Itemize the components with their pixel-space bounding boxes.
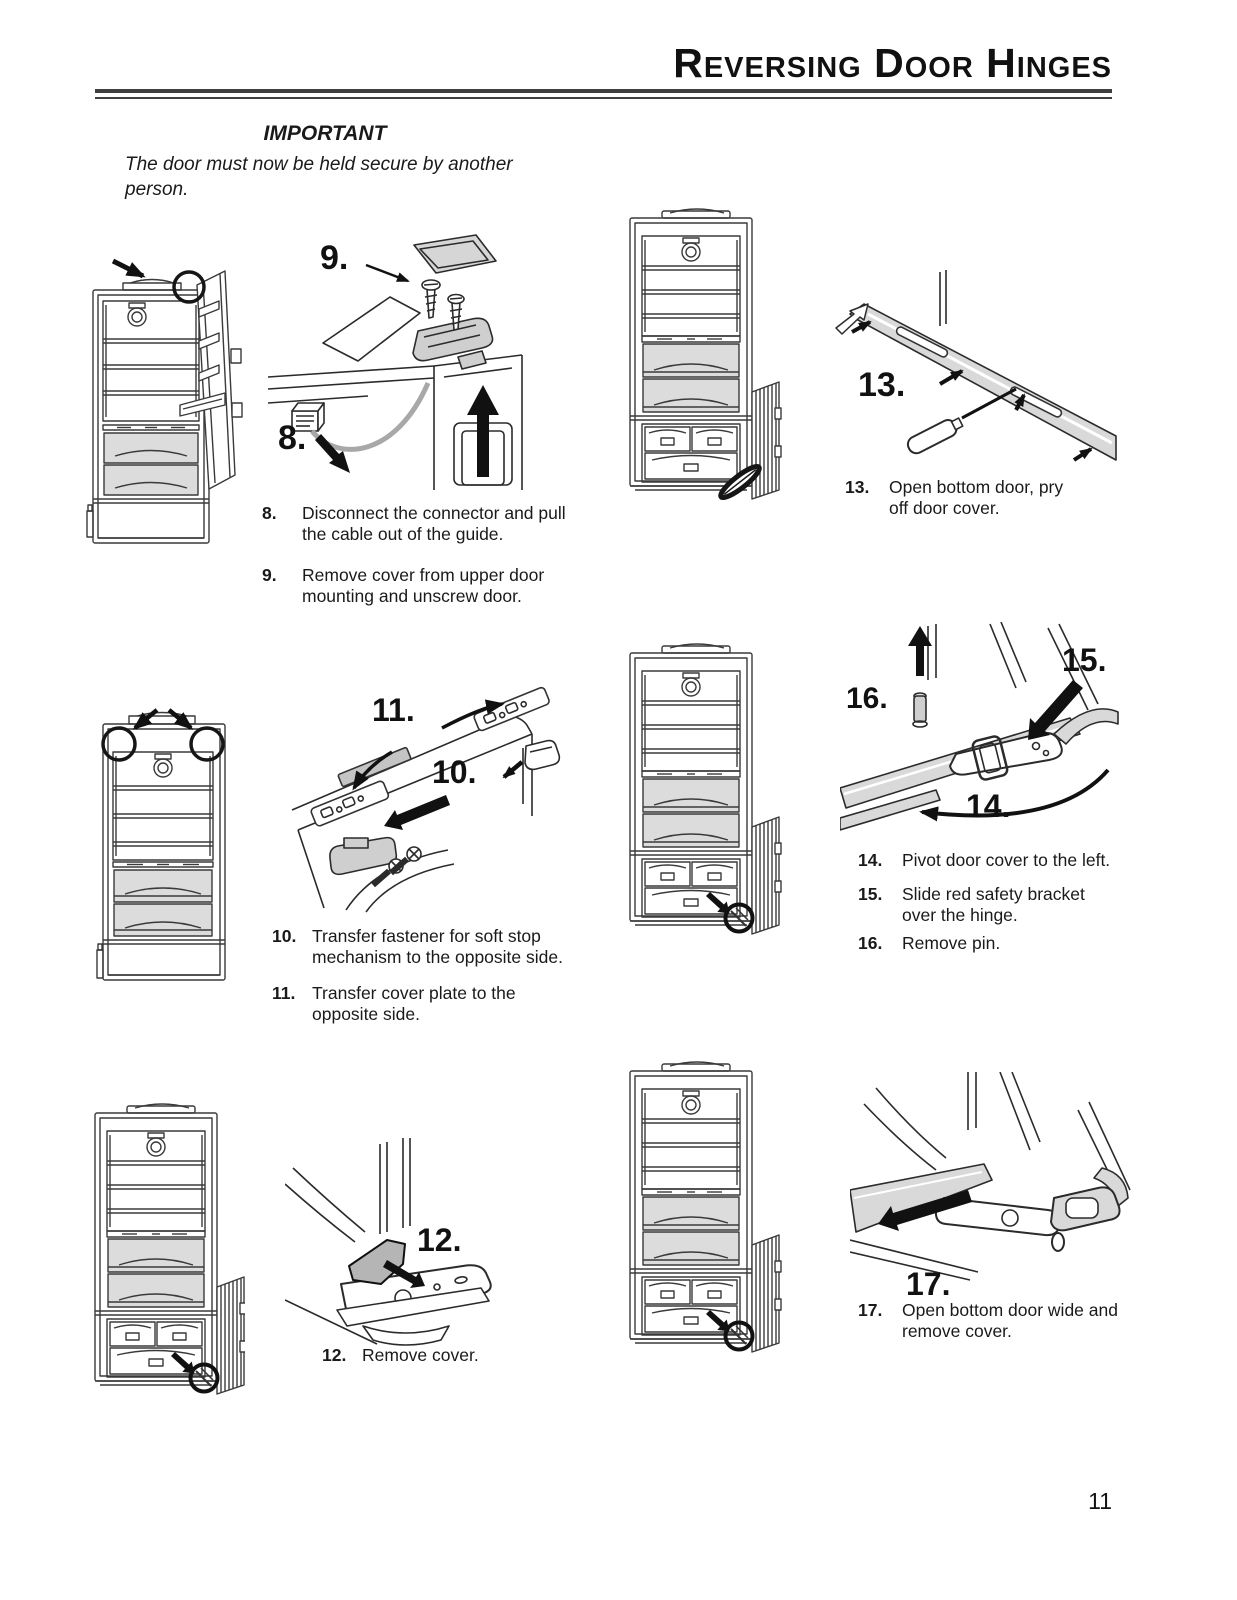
page-title: Reversing Door Hinges: [673, 40, 1112, 86]
step-12-caption: [322, 1345, 562, 1366]
step-9-number: 9.: [262, 565, 277, 585]
figure-fridge-bottom-door-open-hinge-left: [85, 1095, 245, 1395]
fridge-upper-door-open-illustration: [85, 253, 245, 553]
step-13-number: 13.: [845, 477, 870, 497]
fridge-bottom-door-open-illustration: [612, 1053, 782, 1353]
step-15-text: Slide red safety bracket over the hinge.: [902, 884, 1085, 926]
step-9-text: Remove cover from upper door mounting and unscrew door.: [302, 565, 545, 607]
fridge-bottom-door-open-illustration: [85, 1095, 245, 1395]
step-10-text: Transfer fastener for soft stop mechanism to the opposite side.: [312, 926, 563, 968]
step-17-text: Open bottom door wide and remove cover.: [902, 1300, 1118, 1342]
figure-step-13-detail: [828, 268, 1120, 470]
header-rule-thick: [95, 89, 1112, 93]
important-heading: IMPORTANT: [263, 122, 387, 145]
step-17-figure-label: 17.: [906, 1266, 951, 1302]
figure-step-17-detail: [850, 1072, 1132, 1304]
step-10-figure-label: 10.: [432, 754, 477, 790]
step-10-number: 10.: [272, 926, 297, 946]
step-16-number: 16.: [858, 933, 883, 953]
upper-hinge-detail-illustration: [268, 225, 528, 490]
important-notice: [125, 122, 525, 202]
step-16-figure-label: 16.: [846, 682, 888, 715]
step-11-number: 11.: [272, 983, 296, 1003]
step-8-text: Disconnect the connector and pull the cable out of the guide.: [302, 503, 566, 545]
step-17-number: 17.: [858, 1300, 883, 1320]
figure-fridge-top-corners-circled: [85, 690, 245, 995]
step-16-caption: [858, 933, 1114, 954]
door-top-fastener-illustration: [280, 652, 562, 914]
fridge-top-corners-illustration: [85, 690, 245, 995]
step-12-number: 12.: [322, 1345, 347, 1365]
step-14-figure-label: 14.: [966, 788, 1011, 824]
step-13-figure-label: 13.: [858, 366, 906, 404]
figure-fridge-bottom-door-open-hinge: [612, 635, 782, 935]
step-17-caption: [858, 1300, 1154, 1343]
step-8-figure-label: 8.: [278, 419, 307, 457]
figure-step-14-15-16-detail: [840, 622, 1122, 840]
step-12-figure-label: 12.: [417, 1222, 462, 1258]
figure-fridge-bottom-door-open-cover: [612, 200, 782, 500]
step-14-text: Pivot door cover to the left.: [902, 850, 1111, 870]
header-rule-thin: [95, 97, 1112, 99]
step-15-number: 15.: [858, 884, 883, 904]
step-9-caption: [262, 565, 574, 608]
step-8-caption: [262, 503, 574, 546]
figure-step-12-detail: [285, 1138, 537, 1350]
step-10-caption: [272, 926, 584, 969]
step-15-caption: [858, 884, 1114, 927]
step-16-text: Remove pin.: [902, 933, 1001, 953]
page-number: 11: [1088, 1488, 1112, 1514]
fridge-bottom-door-open-illustration: [612, 635, 782, 935]
step-11-caption: [272, 983, 572, 1026]
step-13-text: Open bottom door, pry off door cover.: [889, 477, 1064, 519]
step-14-number: 14.: [858, 850, 883, 870]
figure-fridge-bottom-door-open-hinge-2: [612, 1053, 782, 1353]
step-9-figure-label: 9.: [320, 239, 349, 277]
fridge-bottom-door-open-illustration: [612, 200, 782, 500]
figure-step-10-11-detail: [280, 652, 562, 914]
step-11-figure-label: 11.: [372, 692, 415, 728]
bottom-hinge-cover-illustration: [850, 1072, 1132, 1304]
step-14-caption: [858, 850, 1154, 871]
important-body: The door must now be held secure by another person.: [125, 154, 513, 201]
step-15-figure-label: 15.: [1062, 642, 1107, 678]
hinge-cover-removal-illustration: [285, 1138, 537, 1350]
step-12-text: Remove cover.: [362, 1345, 479, 1365]
figure-fridge-upper-door-open: [85, 253, 245, 553]
step-8-number: 8.: [262, 503, 277, 523]
step-13-caption: [845, 477, 1081, 520]
figure-step-8-9-detail: [268, 225, 528, 490]
step-11-text: Transfer cover plate to the opposite side.: [312, 983, 516, 1025]
